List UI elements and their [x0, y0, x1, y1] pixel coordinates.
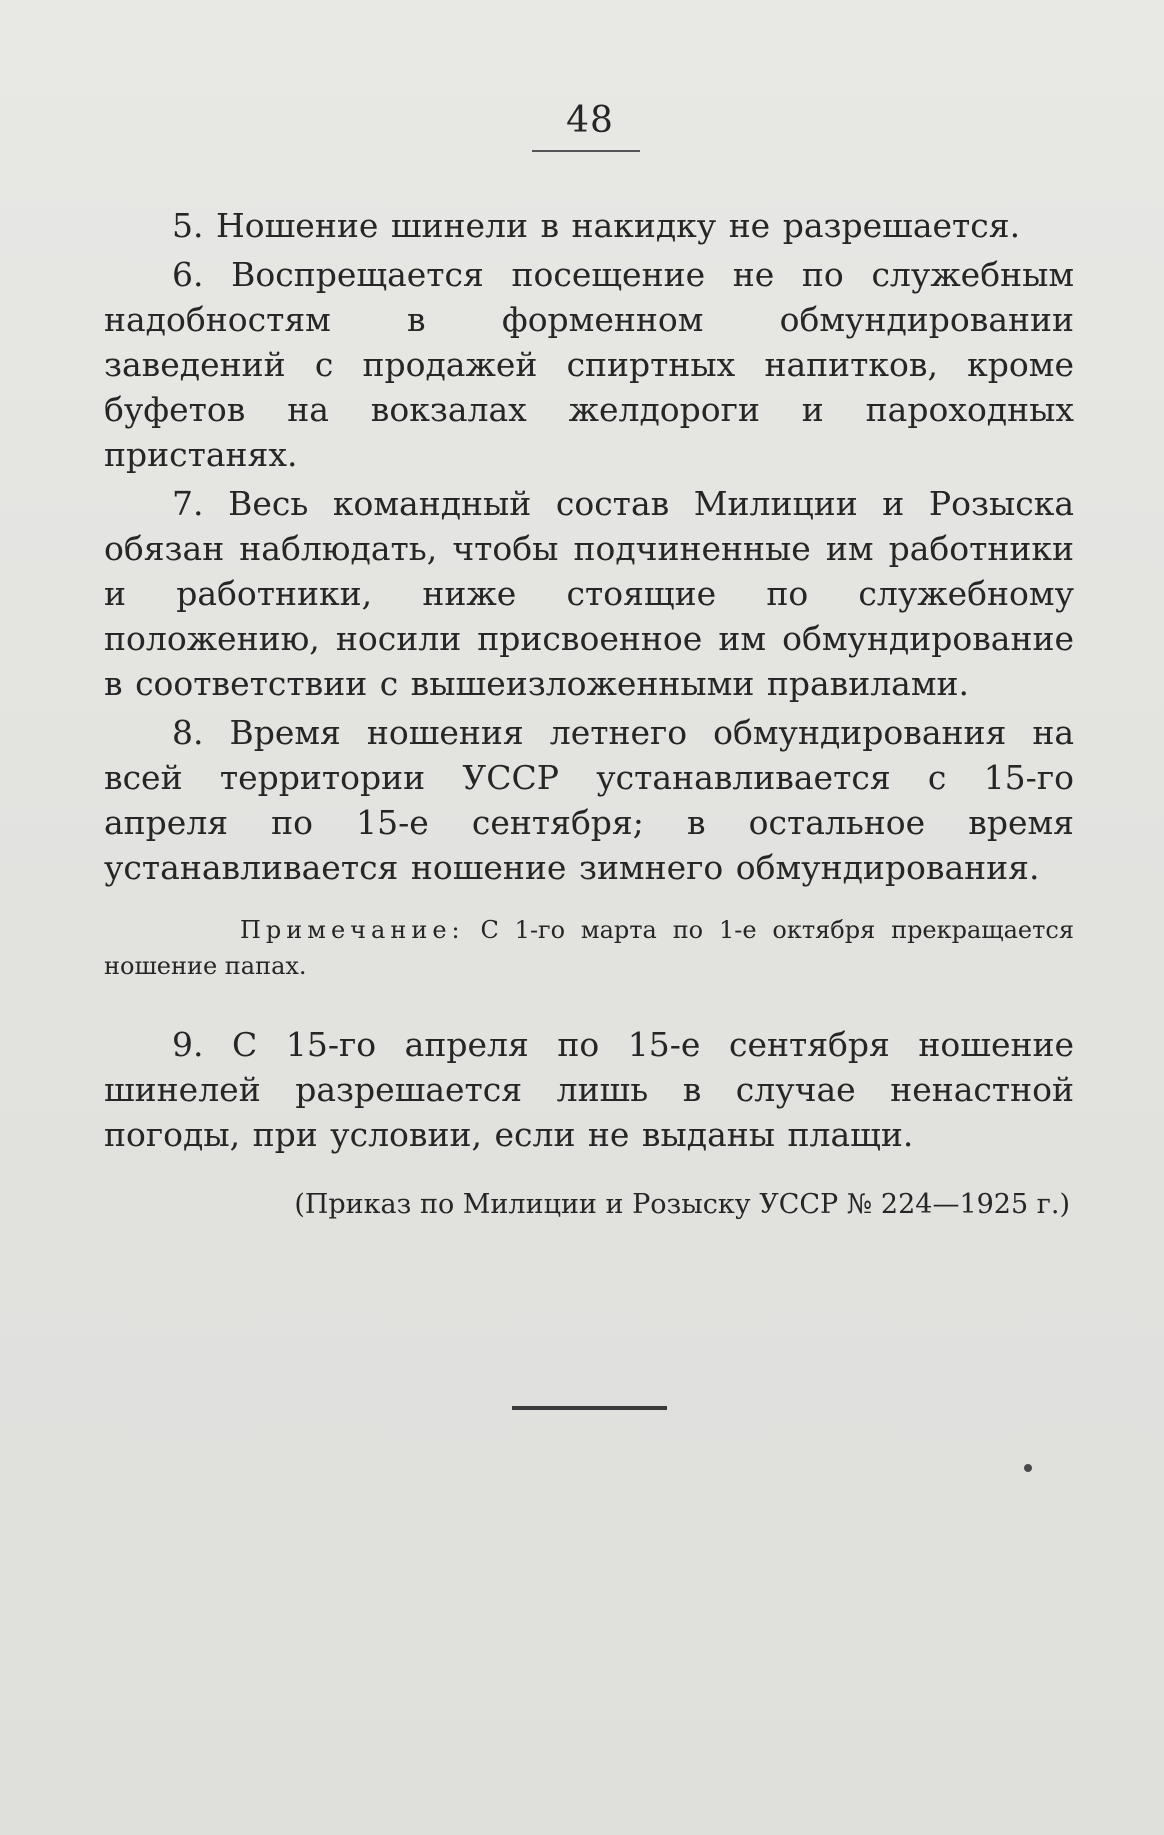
note — [104, 912, 1074, 984]
paragraph-6: 6. Воспрещается посещение не по служебным надобностям в форменном обмундировании заведений с продажей спиртных напитков, кроме буфетов на вокзалах желдороги и пароходных пристанях. — [104, 255, 1074, 474]
order-citation: (Приказ по Милиции и Розыску УССР № 224—1925 г.) — [294, 1189, 1070, 1220]
paragraph-7: 7. Весь командный состав Милиции и Розыска обязан наблюдать, чтобы подчиненные им работники и работники, ниже стоящие по служебному положению, носили присвоенное им обмундирование в соответствии с вышеизложенными правилами. — [104, 484, 1074, 703]
closing-rule — [512, 1406, 667, 1410]
header-rule — [532, 150, 640, 152]
page-number: 48 — [566, 100, 614, 141]
body-text — [104, 203, 1074, 1225]
paragraph-8: 8. Время ношения летнего обмундирования на всей территории УССР устанавливается с 15-го апреля по 15-е сентября; в остальное время устанавливается ношение зимнего обмундирования. — [104, 713, 1074, 887]
note-label: Примечание: — [240, 916, 465, 944]
paragraph-9: 9. С 15-го апреля по 15-е сентября ношение шинелей разрешается лишь в случае ненастной погоды, при условии, если не выданы плащи. — [104, 1025, 1074, 1154]
ink-speck — [1024, 1464, 1032, 1472]
note-text: С 1-го марта по 1-е октября прекращается ношение папах. — [104, 916, 1074, 980]
paragraph-5: 5. Ношение шинели в накидку не разрешается. — [172, 206, 1021, 245]
